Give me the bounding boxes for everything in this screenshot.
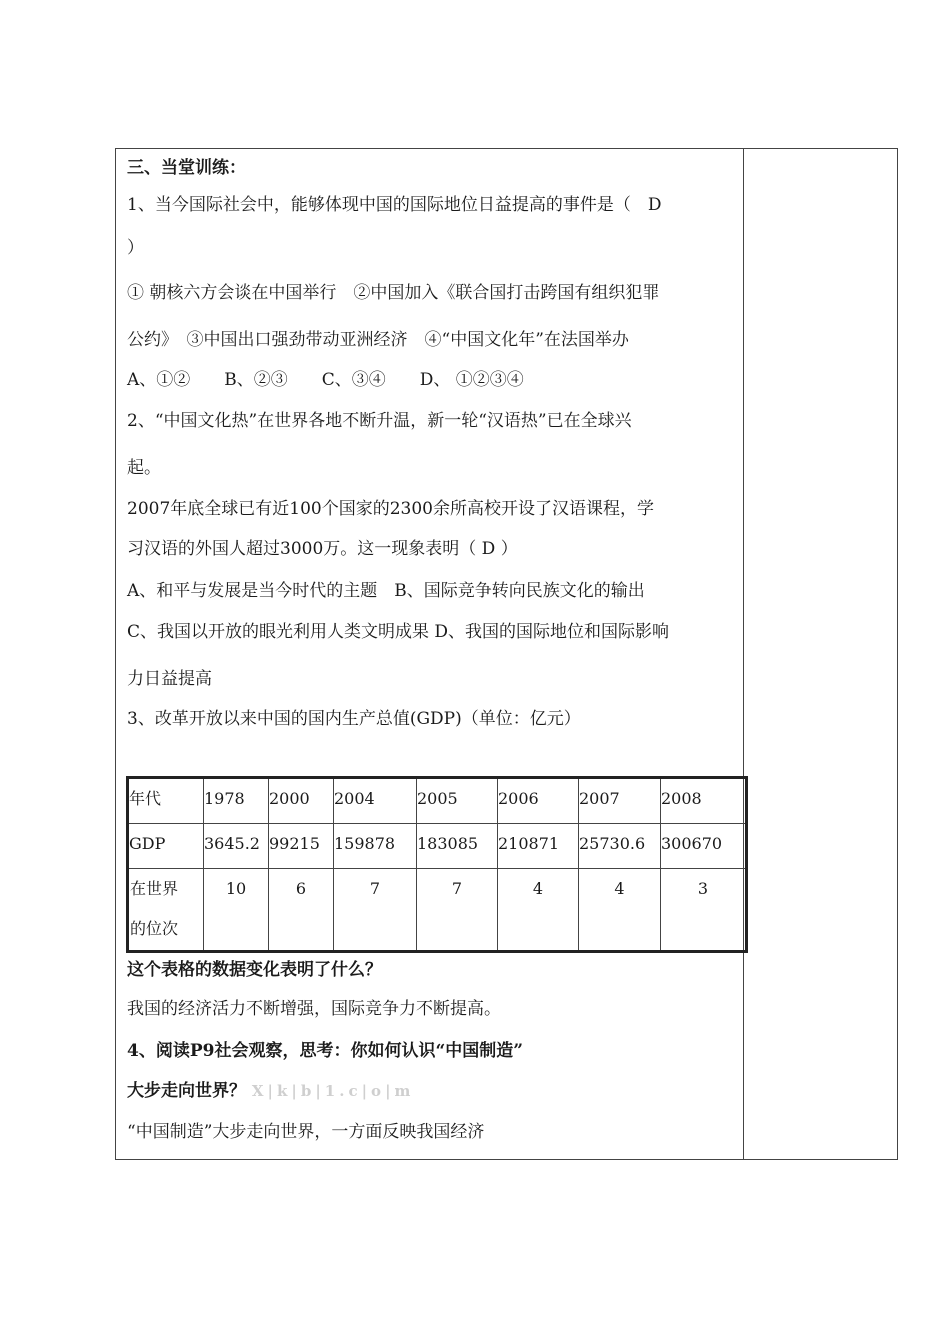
year-cell: 2000	[269, 778, 334, 824]
rank-label-line2: 的位次	[130, 919, 179, 938]
q3-question: 这个表格的数据变化表明了什么？	[127, 960, 382, 980]
gdp-header-cell: GDP	[128, 824, 204, 869]
q3-text: 3、改革开放以来中国的国内生产总值(GDP)（单位：亿元）	[127, 709, 581, 729]
q2-choices-line1: A、和平与发展是当今时代的主题 B、国际竞争转向民族文化的输出	[127, 581, 645, 601]
table-row-rank	[128, 869, 747, 952]
rank-label-line1: 在世界	[130, 879, 179, 898]
q1-choices: A、①② B、②③ C、③④ D、 ①②③④	[127, 370, 524, 390]
table-row-years	[128, 778, 747, 824]
year-cell: 2006	[498, 778, 579, 824]
gdp-cell: 25730.6	[579, 824, 661, 869]
gdp-cell: 210871	[498, 824, 579, 869]
column-divider	[743, 149, 744, 1159]
rank-cell: 4	[579, 869, 661, 952]
q4-text-line2-label: 大步走向世界？	[127, 1081, 246, 1101]
rank-header-cell	[128, 869, 204, 952]
rank-cell: 10	[204, 869, 269, 952]
rank-cell: 7	[334, 869, 417, 952]
gdp-cell: 99215	[269, 824, 334, 869]
rank-cell: 4	[498, 869, 579, 952]
gdp-cell: 3645.2	[204, 824, 269, 869]
table-row-gdp	[128, 824, 747, 869]
q1-options-line1: ① 朝核六方会谈在中国举行 ②中国加入《联合国打击跨国有组织犯罪	[127, 283, 660, 303]
q2-text-line1: 2、“中国文化热”在世界各地不断升温，新一轮“汉语热”已在全球兴	[127, 411, 632, 431]
rank-cell: 7	[417, 869, 498, 952]
watermark-text: X|k|b|1.c|o|m	[251, 1082, 415, 1100]
q4-text-line2	[127, 1080, 414, 1102]
q2-text-line3: 2007年底全球已有近100个国家的2300余所高校开设了汉语课程，学	[127, 499, 654, 519]
gdp-cell: 159878	[334, 824, 417, 869]
q2-choices-line3: 力日益提高	[127, 669, 212, 689]
rank-cell: 3	[661, 869, 747, 952]
q3-answer: 我国的经济活力不断增强，国际竞争力不断提高。	[127, 999, 501, 1019]
year-cell: 2005	[417, 778, 498, 824]
q1-options-line2: 公约》 ③中国出口强劲带动亚洲经济 ④“中国文化年”在法国举办	[127, 330, 629, 350]
year-header-cell: 年代	[128, 778, 204, 824]
q2-text-line2: 起。	[127, 458, 161, 478]
year-cell: 2008	[661, 778, 747, 824]
q1-text-line2: ）	[127, 238, 144, 258]
q4-answer: “中国制造”大步走向世界，一方面反映我国经济	[127, 1122, 485, 1142]
year-cell: 2004	[334, 778, 417, 824]
gdp-cell: 183085	[417, 824, 498, 869]
year-cell: 2007	[579, 778, 661, 824]
rank-cell: 6	[269, 869, 334, 952]
q1-text-line1: 1、当今国际社会中，能够体现中国的国际地位日益提高的事件是（ D	[127, 195, 662, 215]
worksheet-frame	[115, 148, 898, 1160]
q4-text-line1: 4、阅读P9社会观察，思考：你如何认识“中国制造”	[127, 1041, 523, 1061]
section-title: 三、当堂训练：	[127, 158, 246, 178]
year-cell: 1978	[204, 778, 269, 824]
q2-text-line4: 习汉语的外国人超过3000万。这一现象表明（ D ）	[127, 539, 518, 559]
gdp-table	[126, 776, 748, 953]
gdp-cell: 300670	[661, 824, 747, 869]
q2-choices-line2: C、我国以开放的眼光利用人类文明成果 D、我国的国际地位和国际影响	[127, 622, 670, 642]
